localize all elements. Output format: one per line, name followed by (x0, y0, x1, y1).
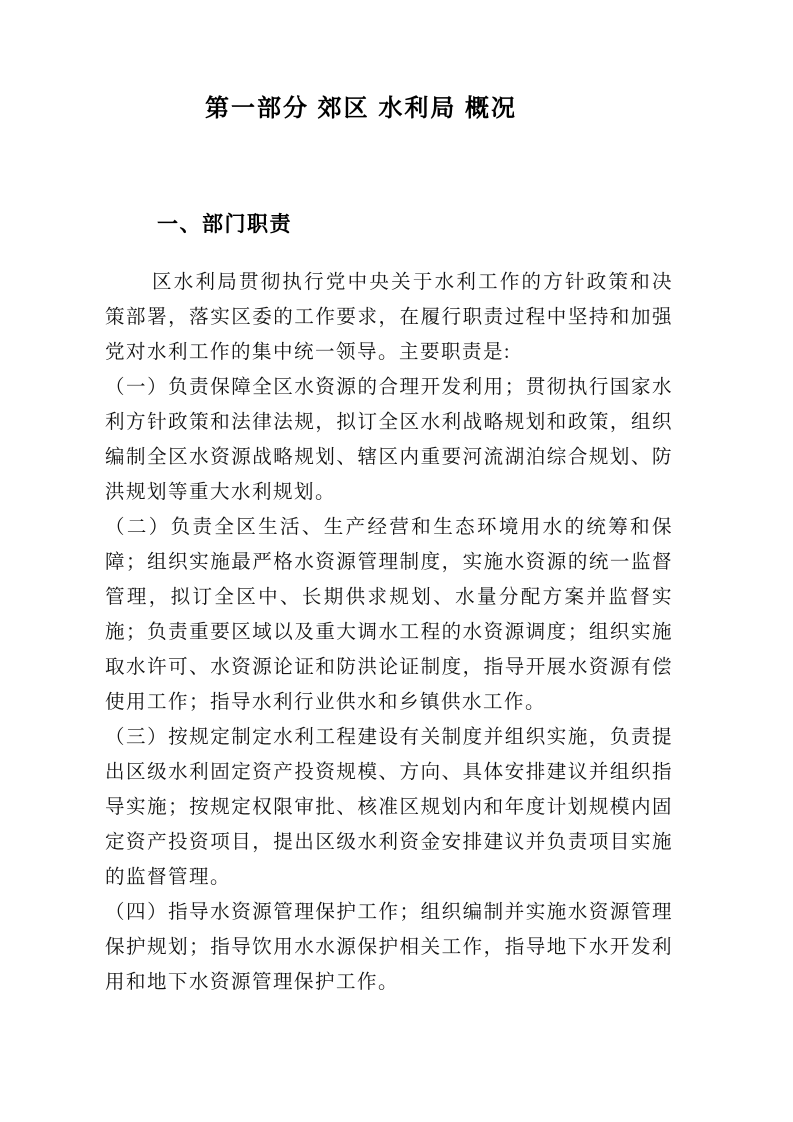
duty-paragraph-1: （一）负责保障全区水资源的合理开发利用；贯彻执行国家水利方针政策和法律法规，拟订全区水利战略规划和政策，组织编制全区水资源战略规划、辖区内重要河流湖泊综合规划、防洪规划等重大水利规划。 (105, 377, 673, 503)
duty-paragraph-2: （二）负责全区生活、生产经营和生态环境用水的统筹和保障；组织实施最严格水资源管理制度，实施水资源的统一监督管理，拟订全区中、长期供求规划、水量分配方案并监督实施；负责重要区域以及重大调水工程的水资源调度；组织实施取水许可、水资源论证和防洪论证制度，指导开展水资源有偿使用工作；指导水利行业供水和乡镇供水工作。 (105, 517, 673, 713)
duty-paragraph-4: （四）指导水资源管理保护工作；组织编制并实施水资源管理保护规划；指导饮用水水源保护相关工作，指导地下水开发利用和地下水资源管理保护工作。 (105, 902, 673, 993)
duty-paragraph-3: （三）按规定制定水利工程建设有关制度并组织实施，负责提出区级水利固定资产投资规模、方向、具体安排建议并组织指导实施；按规定权限审批、核准区规划内和年度计划规模内固定资产投资项目，提出区级水利资金安排建议并负责项目实施的监督管理。 (105, 727, 673, 888)
document-body (105, 265, 673, 1000)
page-title: 第一部分 郊区 水利局 概况 (204, 95, 517, 122)
document-content (105, 0, 673, 1000)
intro-paragraph: 区水利局贯彻执行党中央关于水利工作的方针政策和决策部署，落实区委的工作要求，在履行职责过程中坚持和加强党对水利工作的集中统一领导。主要职责是: (105, 272, 673, 363)
section-heading-department-duties: 一、部门职责 (157, 213, 292, 236)
